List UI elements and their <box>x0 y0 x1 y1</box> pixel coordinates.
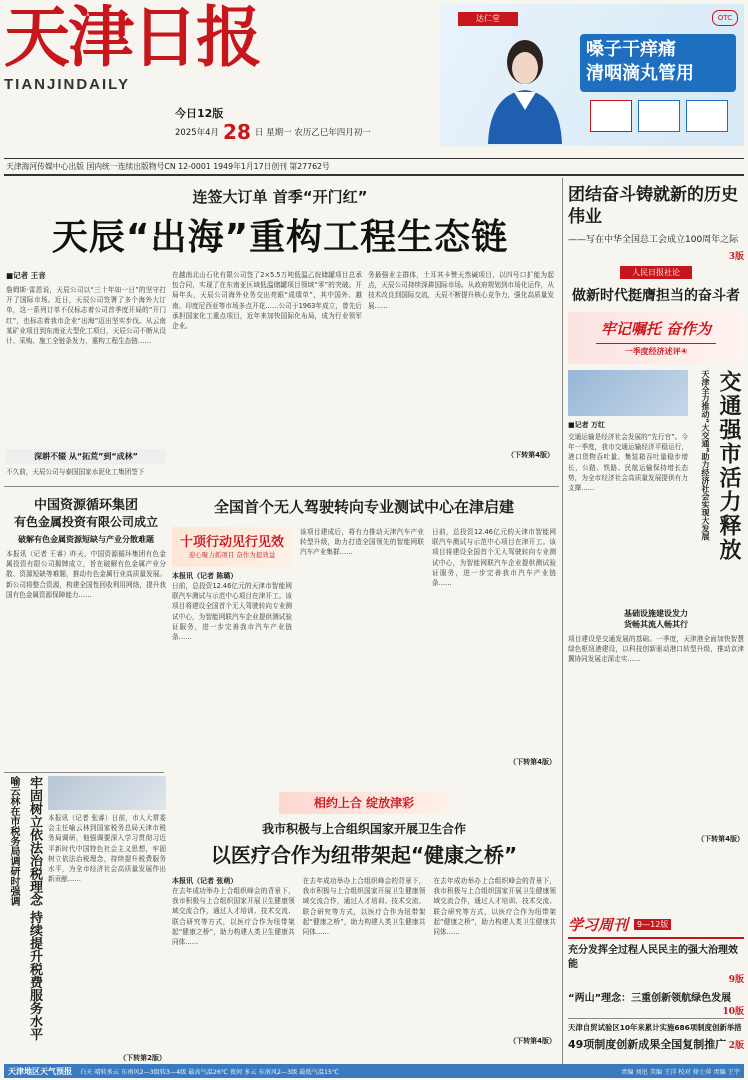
editorial-headline[interactable]: 做新时代挺膺担当的奋斗者 <box>572 288 740 304</box>
lead-byline: ■记者 王音 <box>6 271 46 280</box>
weekly-item-1-page[interactable]: 9版 <box>728 975 744 985</box>
publisher-line: 天津海河传媒中心出版 国内统一连续出版物号CN 12-0001 1949年1月17日创刊 第27762号 <box>6 162 330 171</box>
top-advertisement[interactable] <box>440 4 744 146</box>
lead-sub-body: 不久前，天辰公司与泰国国家水泥化工集团签下 <box>6 468 145 476</box>
ad-slogan-line2: 清咽滴丸管用 <box>586 63 694 84</box>
weekly-title: 学习周刊 <box>568 916 629 934</box>
port-photo <box>568 370 688 416</box>
newspaper-pinyin: TIANJINDAILY <box>4 76 130 93</box>
health-jump[interactable]: （下转第4版） <box>509 1037 557 1045</box>
editorial-label: 人民日报社论 <box>620 266 692 279</box>
health-body-3: 在去年成功举办上合组织峰会的背景下，我市积极与上合组织国家开展卫生健康领域交流合作，通过人才培训、技术交流、联合研究等方式，以医疗合作为纽带架起“健康之桥”，助力构建人类卫生健康共同体…… <box>433 877 557 937</box>
driverless-body: 日前，总投资12.46亿元的天津市智能网联汽车测试与示范中心项目在津开工。该项目将建设全国首个无人驾驶转向专业测试中心，为智能网联汽车企业提供测试验证服务，进一步完善我市汽车产业链条…… <box>172 582 292 642</box>
ftz-kicker: 天津自贸试验区10年来累计实施686项制度创新举措 <box>568 1023 742 1032</box>
lead-kicker: 连签大订单 首季“开门红” <box>192 188 368 206</box>
lead-col-3 <box>368 270 554 460</box>
tax-vertical-headline[interactable]: 牢固树立依法治税理念 持续提升税费服务水平 <box>27 776 42 1041</box>
banner-title: 十项行动见行见效 <box>179 535 284 550</box>
tax-story <box>6 776 166 1066</box>
lead-jump[interactable]: （下转第4版） <box>507 451 554 459</box>
tax-vertical-sub: 喻云林在市税务局调研时强调 <box>8 776 19 906</box>
date-year-month: 2025年4月 <box>175 128 220 138</box>
lead-body: 詹姆斯·雷恩说，天辰公司以“三十年如一日”的坚守打开了国际市场。近日，天辰公司签署了多个海外大订单，这一系列订单不仅标志着公司首季度开局的“开门红”，也标志着我市企业“出海”迈出坚实步伐。从云南某矿业项目到东南亚大型化工项目，天辰公司不断从设计、采购、施工全链条发力，重构工程生态链…… <box>6 286 166 346</box>
resource-headline-2[interactable]: 有色金属投资有限公司成立 <box>13 515 158 529</box>
tax-body: 本报讯（记者 张睿）日前，市人大常委会主任喻云林到国家税务总局天津市税务局调研，他强调要深入学习贯彻习近平新时代中国特色社会主义思想，牢固树立依法治税理念，持续提升税费服务水平，为全市经济社会高质量发展作出新贡献…… <box>48 814 166 884</box>
lead-headline[interactable]: 天辰“出海”重构工程生态链 <box>51 217 509 258</box>
health-banner: 相约上合 绽放津彩 <box>279 792 449 814</box>
newspaper-logo: 天津日报 <box>4 0 260 76</box>
tax-photo <box>48 776 166 810</box>
union-page-ref[interactable]: 3版 <box>728 252 744 262</box>
resource-story <box>6 490 166 770</box>
weekly-item-2[interactable]: “两山”理念：三重创新领航绿色发展 <box>568 993 732 1004</box>
divider <box>4 772 164 773</box>
divider <box>4 174 744 176</box>
health-headline[interactable]: 以医疗合作为纽带架起“健康之桥” <box>210 843 518 867</box>
ftz-page-ref[interactable]: 2版 <box>728 1040 744 1051</box>
editor-credits: 责编 刘迅 美编 王洋 校对 徐士萍 责编 王宇 <box>621 1068 740 1076</box>
health-body-2: 在去年成功举办上合组织峰会的背景下，我市积极与上合组织国家开展卫生健康领域交流合作，通过人才培训、技术交流、联合研究等方式，以医疗合作为纽带架起“健康之桥”，助力构建人类卫生健康共同体…… <box>302 877 426 937</box>
column-divider <box>562 178 563 1078</box>
union-subhead: ——写在中华全国总工会成立100周年之际 <box>568 235 739 245</box>
ad-slogan <box>580 34 736 92</box>
health-byline: 本报讯（记者 张萌） <box>172 877 238 885</box>
ftz-story <box>568 1018 744 1063</box>
date-day: 28 <box>223 120 251 144</box>
series-title: 牢记嘱托 奋作为 <box>600 320 712 338</box>
lead-col-2: 在越南北山石化有限公司签了2×5.5万吨低温乙烷储罐项目总承包合同，实现了在东南亚区域低温储罐项目领域“零”的突破。开局年头，天辰公司海外业务交出亮眼“成绩单”，其中国外、越南、印度尼西亚等市场多点开花……公司于1963年成立，曾先后承担国家化工重点项目，近年来加快国际化布局，成为行业领军企业。 <box>172 271 362 331</box>
ad-slogan-line1: 嗓子干痒痛 <box>586 39 676 60</box>
ad-product-boxes <box>590 100 728 132</box>
series-banner <box>568 312 744 364</box>
weather-label: 天津地区天气预报 <box>8 1066 72 1076</box>
ftz-headline[interactable]: 49项制度创新成果全国复制推广 <box>568 1038 727 1051</box>
divider <box>4 158 744 159</box>
resource-subhead: 破解有色金属资源短缺与产业分散难题 <box>18 535 154 544</box>
traffic-story <box>568 370 744 910</box>
weather-detail: 白天 晴转多云 东南风2—3级转3—4级 最高气温26℃ 夜间 多云 东南风2—3级 最低气温15℃ <box>80 1068 339 1076</box>
driverless-story <box>172 490 556 790</box>
page-count: 今日12版 <box>175 107 224 120</box>
traffic-jump[interactable]: （下转第4版） <box>697 835 744 843</box>
driverless-byline: 本报讯（记者 陈璐） <box>172 572 238 580</box>
traffic-byline: ■记者 万红 <box>568 421 606 429</box>
traffic-body: 交通运输是经济社会发展的“先行官”。今年一季度，我市交通运输经济平稳运行，港口货物吞吐量、集装箱吞吐量稳步增长，公路、铁路、民航运输保持增长态势，为全市经济社会高质量发展提供有力支撑…… <box>568 433 688 493</box>
driverless-headline[interactable]: 全国首个无人驾驶转向专业测试中心在津启建 <box>213 498 514 516</box>
weather-footer <box>4 1064 744 1078</box>
product-box-icon <box>686 100 728 132</box>
health-kicker: 我市积极与上合组织国家开展卫生合作 <box>261 822 466 836</box>
lead-col-3-text: 务最强业主群体，土耳其卡赞天然碱项目，以四号口扩能为起点，天辰公司持续深耕国际市场。从政府规划到市场化运作，从技术改良到国际交流，天辰不断提升核心竞争力，强化高质量发展…… <box>368 271 554 310</box>
traffic-vertical-sub: 天津全力推动“大交通”助力经济社会实现大发展 <box>701 370 710 541</box>
traffic-subhead-a: 基础设施建设发力 <box>624 609 688 618</box>
resource-body: 本报讯（记者 王睿）昨天，中国资源循环集团有色金属投资有限公司揭牌成立，旨在破解有色金属产业分散、资源短缺等难题，推动有色金属行业高质量发展。新公司将整合资源，构建全国性回收利用网络，提升我国有色金属资源保障能力…… <box>6 550 166 599</box>
ad-brand: 达仁堂 <box>458 12 518 26</box>
traffic-subhead-a2: 货畅其流人畅其行 <box>624 620 688 629</box>
tax-jump[interactable]: （下转第2版） <box>119 1054 166 1062</box>
ad-model-figure <box>470 32 580 144</box>
product-box-icon <box>638 100 680 132</box>
traffic-vertical-headline[interactable]: 交通强市活力释放 <box>716 370 741 562</box>
date-weekday-lunar: 日 星期一 农历乙巳年四月初一 <box>254 128 371 138</box>
weekly-date: 9—12版 <box>634 919 671 930</box>
project-action-banner <box>172 527 292 567</box>
lead-subhead: 深耕不辍 从“拓荒”到“成林” <box>6 449 166 464</box>
health-story <box>172 792 556 1064</box>
resource-headline-1[interactable]: 中国资源循环集团 <box>33 498 138 513</box>
series-tag: 一季度经济述评④ <box>596 343 716 357</box>
divider <box>4 486 559 487</box>
health-body: 在去年成功举办上合组织峰会的背景下，我市积极与上合组织国家开展卫生健康领域交流合作，通过人才培训、技术交流、联合研究等方式，以医疗合作为纽带架起“健康之桥”，助力构建人类卫生健康共同体…… <box>172 887 295 947</box>
right-top-section <box>568 180 744 304</box>
banner-sub: 迎心聚力抓项目 奋作为提效益 <box>188 551 276 559</box>
driverless-jump[interactable]: （下转第4版） <box>509 758 556 766</box>
study-weekly <box>568 914 744 1017</box>
lead-col-1 <box>6 270 166 487</box>
driverless-body-3: 日前，总投资12.46亿元的天津市智能网联汽车测试与示范中心项目在津开工。该项目将建设全国首个无人驾驶转向专业测试中心，为智能网联汽车企业提供测试验证服务，进一步完善我市汽车产业链条…… <box>432 528 556 588</box>
union-headline[interactable]: 团结奋斗铸就新的历史伟业 <box>568 185 738 227</box>
weekly-item-1[interactable]: 充分发挥全过程人民民主的强大治理效能 <box>568 945 738 970</box>
product-box-icon <box>590 100 632 132</box>
issue-date <box>175 120 371 144</box>
traffic-body-2: 项目建设是交通发展的基础。一季度，天津港全面加快智慧绿色枢纽港建设，以科技创新驱动港口转型升级，推动京津冀协同发展走深走实…… <box>568 635 744 664</box>
weekly-item-2-page[interactable]: 10版 <box>722 1007 744 1017</box>
otc-badge: OTC <box>712 10 738 26</box>
driverless-body-2: 该项目建成后，将有力推动天津汽车产业转型升级，助力打造全国领先的智能网联汽车产业集群…… <box>300 528 424 557</box>
